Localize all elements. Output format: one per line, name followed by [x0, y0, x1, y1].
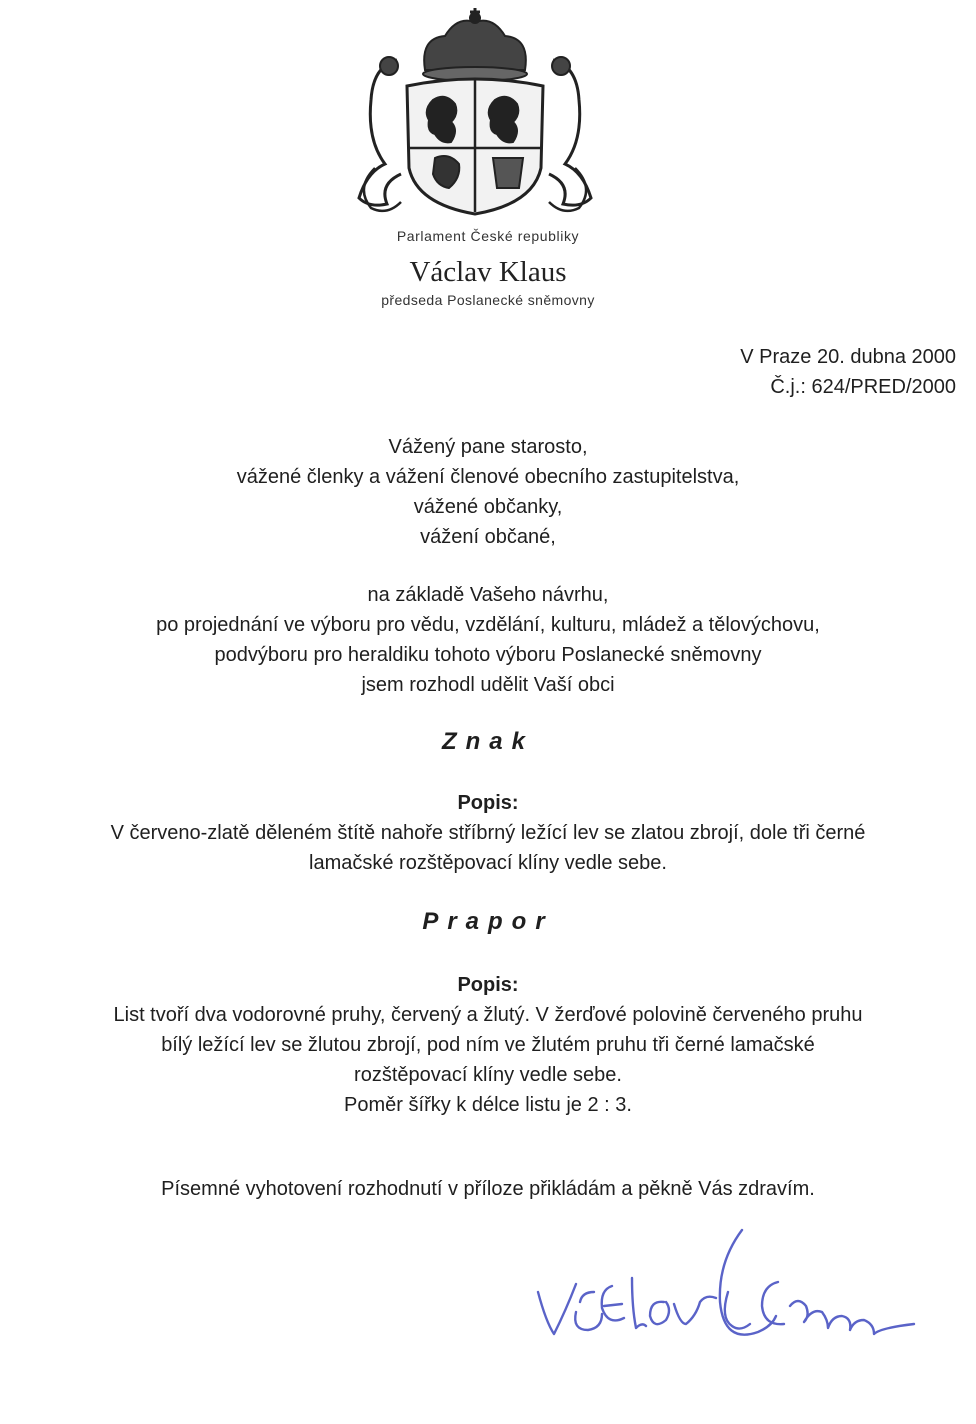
- closing-sentence: Písemné vyhotovení rozhodnutí v příloze přikládám a pěkně Vás zdravím.: [161, 1178, 815, 1200]
- znak-description-label: Popis:: [457, 792, 519, 814]
- znak-line: lamačské rozštěpovací klíny vedle sebe.: [309, 852, 667, 874]
- znak-line: V červeno-zlatě děleném štítě nahoře stříbrný ležící lev se zlatou zbrojí, dole tři černé: [110, 822, 866, 844]
- sender-role: předseda Poslanecké sněmovny: [381, 292, 595, 308]
- intro-paragraph: [0, 580, 976, 700]
- prapor-line: List tvoří dva vodorovné pruhy, červený a žlutý. V žerďové polovině červeného pruhu: [113, 1004, 863, 1026]
- salutation-line: vážené občanky,: [413, 496, 563, 518]
- salutation-line: vážené členky a vážení členové obecního zastupitelstva,: [236, 466, 740, 488]
- salutation-line: Vážený pane starosto,: [388, 436, 588, 458]
- salutation: [0, 432, 976, 552]
- prapor-line: bílý ležící lev se žlutou zbrojí, pod ním ve žlutém pruhu tři černé lamačské: [161, 1034, 815, 1056]
- prapor-heading: Prapor: [422, 908, 554, 935]
- sender-name: Václav Klaus: [409, 256, 567, 288]
- znak-description: [0, 818, 976, 878]
- prapor-line: Poměr šířky k délce listu je 2 : 3.: [344, 1094, 632, 1116]
- handwritten-signature: [532, 1222, 950, 1352]
- intro-line: na základě Vašeho návrhu,: [367, 584, 609, 606]
- prapor-description-label: Popis:: [457, 974, 519, 996]
- intro-line: po projednání ve výboru pro vědu, vzdělání, kulturu, mládež a tělovýchovu,: [156, 614, 820, 636]
- intro-line: jsem rozhodl udělit Vaší obci: [361, 674, 615, 696]
- znak-heading: Znak: [441, 728, 534, 755]
- prapor-line: rozštěpovací klíny vedle sebe.: [354, 1064, 622, 1086]
- salutation-line: vážení občané,: [420, 526, 556, 548]
- reference-number: Č.j.: 624/PRED/2000: [770, 376, 956, 398]
- coat-of-arms-emblem: [345, 8, 605, 226]
- intro-line: podvýboru pro heraldiku tohoto výboru Poslanecké sněmovny: [214, 644, 762, 666]
- letter-meta: [740, 342, 956, 402]
- place-date: V Praze 20. dubna 2000: [740, 346, 956, 368]
- prapor-description: [0, 1000, 976, 1120]
- institution-name: Parlament České republiky: [396, 228, 580, 244]
